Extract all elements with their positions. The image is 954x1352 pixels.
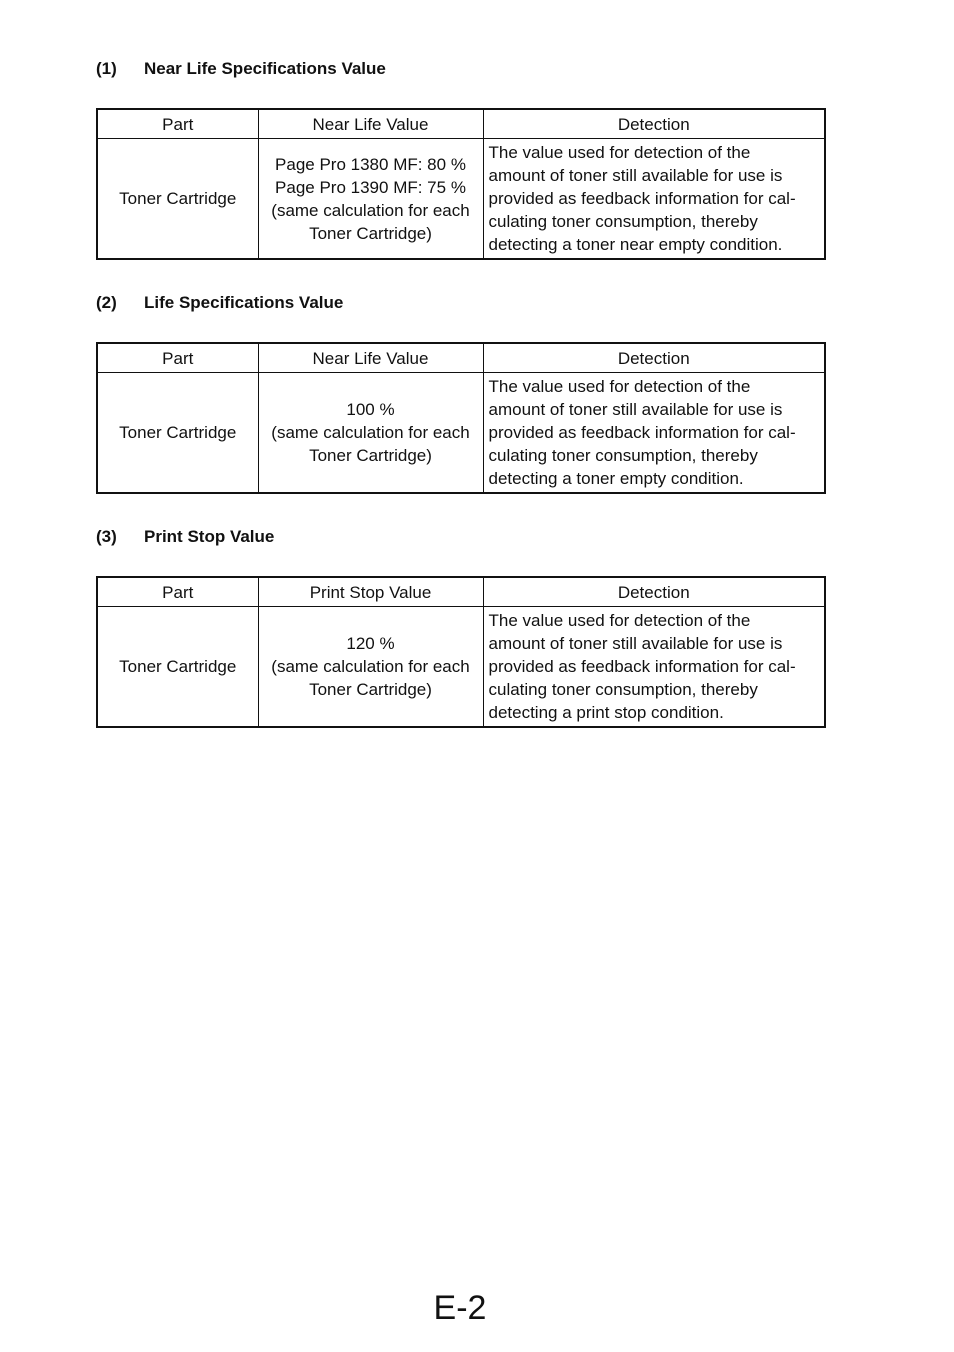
table-row [97, 373, 825, 494]
section-number: (3) [96, 527, 117, 546]
part-cell: Toner Cartridge [97, 139, 258, 260]
column-header-part: Part [97, 343, 258, 373]
page-number: E-2 [433, 1289, 487, 1327]
section-number: (2) [96, 293, 117, 312]
column-header-value: Print Stop Value [258, 577, 483, 607]
column-header-detection: Detection [483, 343, 825, 373]
column-header-part: Part [97, 577, 258, 607]
section-title: Life Specifications Value [144, 293, 344, 312]
detection-cell: The value used for detection of the amount of toner still available for use is provided as feedback information for cal- culating toner consumption, thereby detecting a print stop condition. [483, 607, 825, 728]
column-header-detection: Detection [483, 109, 825, 139]
near-life-spec-table [96, 108, 826, 260]
section-heading-near-life [96, 59, 386, 79]
table-row [97, 139, 825, 260]
part-cell: Toner Cartridge [97, 607, 258, 728]
table-row [97, 607, 825, 728]
column-header-part: Part [97, 109, 258, 139]
column-header-value: Near Life Value [258, 109, 483, 139]
section-number: (1) [96, 59, 117, 78]
value-cell: 120 % (same calculation for each Toner Cartridge) [258, 607, 483, 728]
table-header-row [97, 577, 825, 607]
column-header-value: Near Life Value [258, 343, 483, 373]
table-header-row [97, 109, 825, 139]
table-header-row [97, 343, 825, 373]
column-header-detection: Detection [483, 577, 825, 607]
value-cell: 100 % (same calculation for each Toner Cartridge) [258, 373, 483, 494]
section-title: Near Life Specifications Value [144, 59, 386, 78]
section-heading-print-stop [96, 527, 274, 547]
life-spec-table [96, 342, 826, 494]
part-cell: Toner Cartridge [97, 373, 258, 494]
detection-cell: The value used for detection of the amount of toner still available for use is provided as feedback information for cal- culating toner consumption, thereby detecting a toner near empty condition. [483, 139, 825, 260]
value-cell: Page Pro 1380 MF: 80 % Page Pro 1390 MF: 75 % (same calculation for each Toner Cartridge) [258, 139, 483, 260]
print-stop-table [96, 576, 826, 728]
section-title: Print Stop Value [144, 527, 275, 546]
section-heading-life [96, 293, 343, 313]
detection-cell: The value used for detection of the amount of toner still available for use is provided as feedback information for cal- culating toner consumption, thereby detecting a toner empty condition. [483, 373, 825, 494]
